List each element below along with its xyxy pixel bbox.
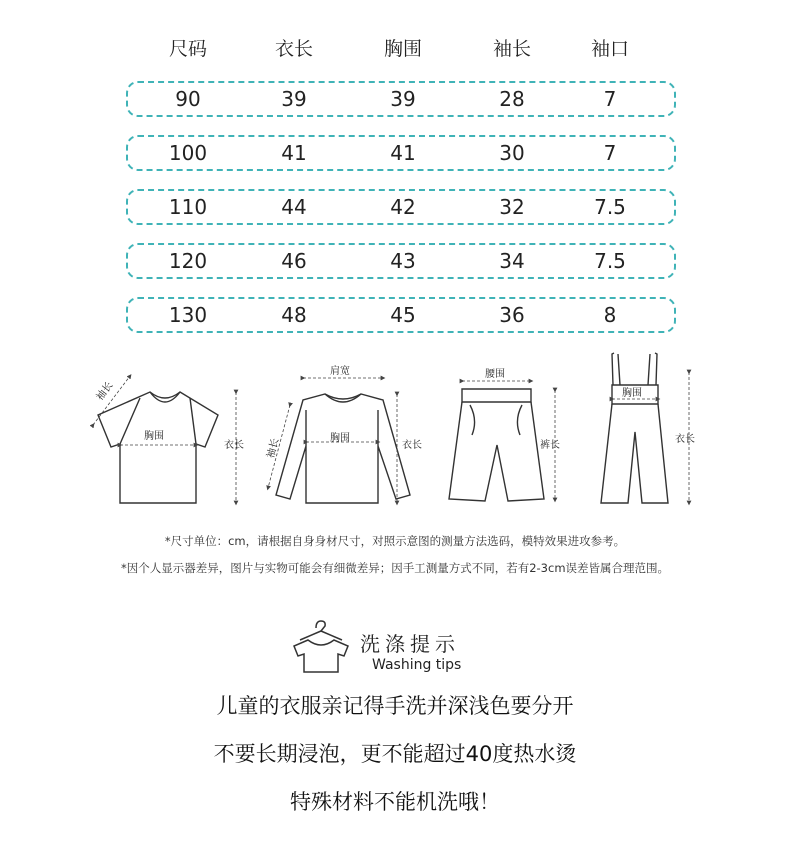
table-row: [126, 243, 676, 279]
cell-sleeve: 28: [499, 87, 525, 111]
label-sleeve-length: 袖长: [265, 437, 282, 460]
cell-cuff: 7.5: [594, 249, 626, 273]
note-difference: *因个人显示器差异，图片与实物可能会有细微差异；因手工测量方式不同，若有2-3cm误差皆属合理范围。: [120, 561, 670, 575]
note-unit: *尺寸单位：cm，请根据自身身材尺寸，对照示意图的测量方法选码，模特效果进攻参考。: [164, 534, 626, 548]
washing-line-3: 特殊材料不能机洗哦！: [290, 790, 500, 814]
shorts-diagram: [449, 389, 544, 501]
cell-size: 120: [168, 249, 208, 273]
table-row: [126, 189, 676, 225]
cell-length: 39: [281, 87, 307, 111]
label-sleeve-length: 袖长: [94, 380, 116, 403]
header-sleeve: 袖长: [492, 38, 531, 60]
cell-length: 41: [281, 141, 307, 165]
label-shoulder-width: 肩宽: [330, 366, 350, 377]
header-chest: 胸围: [383, 38, 422, 60]
size-table-header: [0, 34, 790, 64]
washing-line-2: 不要长期浸泡，更不能超过40度热水烫: [213, 742, 577, 766]
label-garment-length: 衣长: [402, 440, 422, 451]
cell-size: 110: [168, 195, 208, 219]
hanger-shirt-icon: [290, 616, 350, 676]
label-waist: 腰围: [485, 369, 505, 380]
cell-cuff: 7: [603, 87, 617, 111]
cell-size: 100: [168, 141, 208, 165]
cell-size: 130: [168, 303, 208, 327]
washing-line-1: 儿童的衣服亲记得手洗并深浅色要分开: [216, 694, 574, 718]
tshirt-diagram: [98, 392, 218, 503]
cell-chest: 41: [390, 141, 416, 165]
cell-sleeve: 36: [499, 303, 525, 327]
cell-length: 44: [281, 195, 307, 219]
garment-diagrams: [0, 340, 790, 520]
label-garment-length: 衣长: [675, 434, 695, 445]
table-row: [126, 135, 676, 171]
label-chest: 胸围: [330, 433, 350, 444]
cell-cuff: 8: [603, 303, 617, 327]
header-size: 尺码: [168, 38, 207, 60]
cell-sleeve: 32: [499, 195, 525, 219]
washing-subtitle: Washing tips: [372, 657, 462, 673]
cell-sleeve: 34: [499, 249, 525, 273]
cell-chest: 39: [390, 87, 416, 111]
label-pants-length: 裤长: [540, 440, 560, 451]
cell-chest: 43: [390, 249, 416, 273]
label-garment-length: 衣长: [224, 440, 244, 451]
cell-sleeve: 30: [499, 141, 525, 165]
cell-cuff: 7: [603, 141, 617, 165]
cell-length: 48: [281, 303, 307, 327]
label-chest: 胸围: [622, 388, 642, 399]
washing-title: 洗涤提示: [360, 632, 460, 656]
cell-size: 90: [175, 87, 201, 111]
label-chest: 胸围: [144, 431, 164, 442]
sweater-diagram: [276, 394, 410, 503]
overalls-diagram: [601, 353, 668, 503]
table-row: [126, 81, 676, 117]
table-row: [126, 297, 676, 333]
cell-chest: 45: [390, 303, 416, 327]
header-cuff: 袖口: [590, 38, 629, 60]
header-length: 衣长: [274, 38, 313, 60]
cell-cuff: 7.5: [594, 195, 626, 219]
cell-length: 46: [281, 249, 307, 273]
cell-chest: 42: [390, 195, 416, 219]
